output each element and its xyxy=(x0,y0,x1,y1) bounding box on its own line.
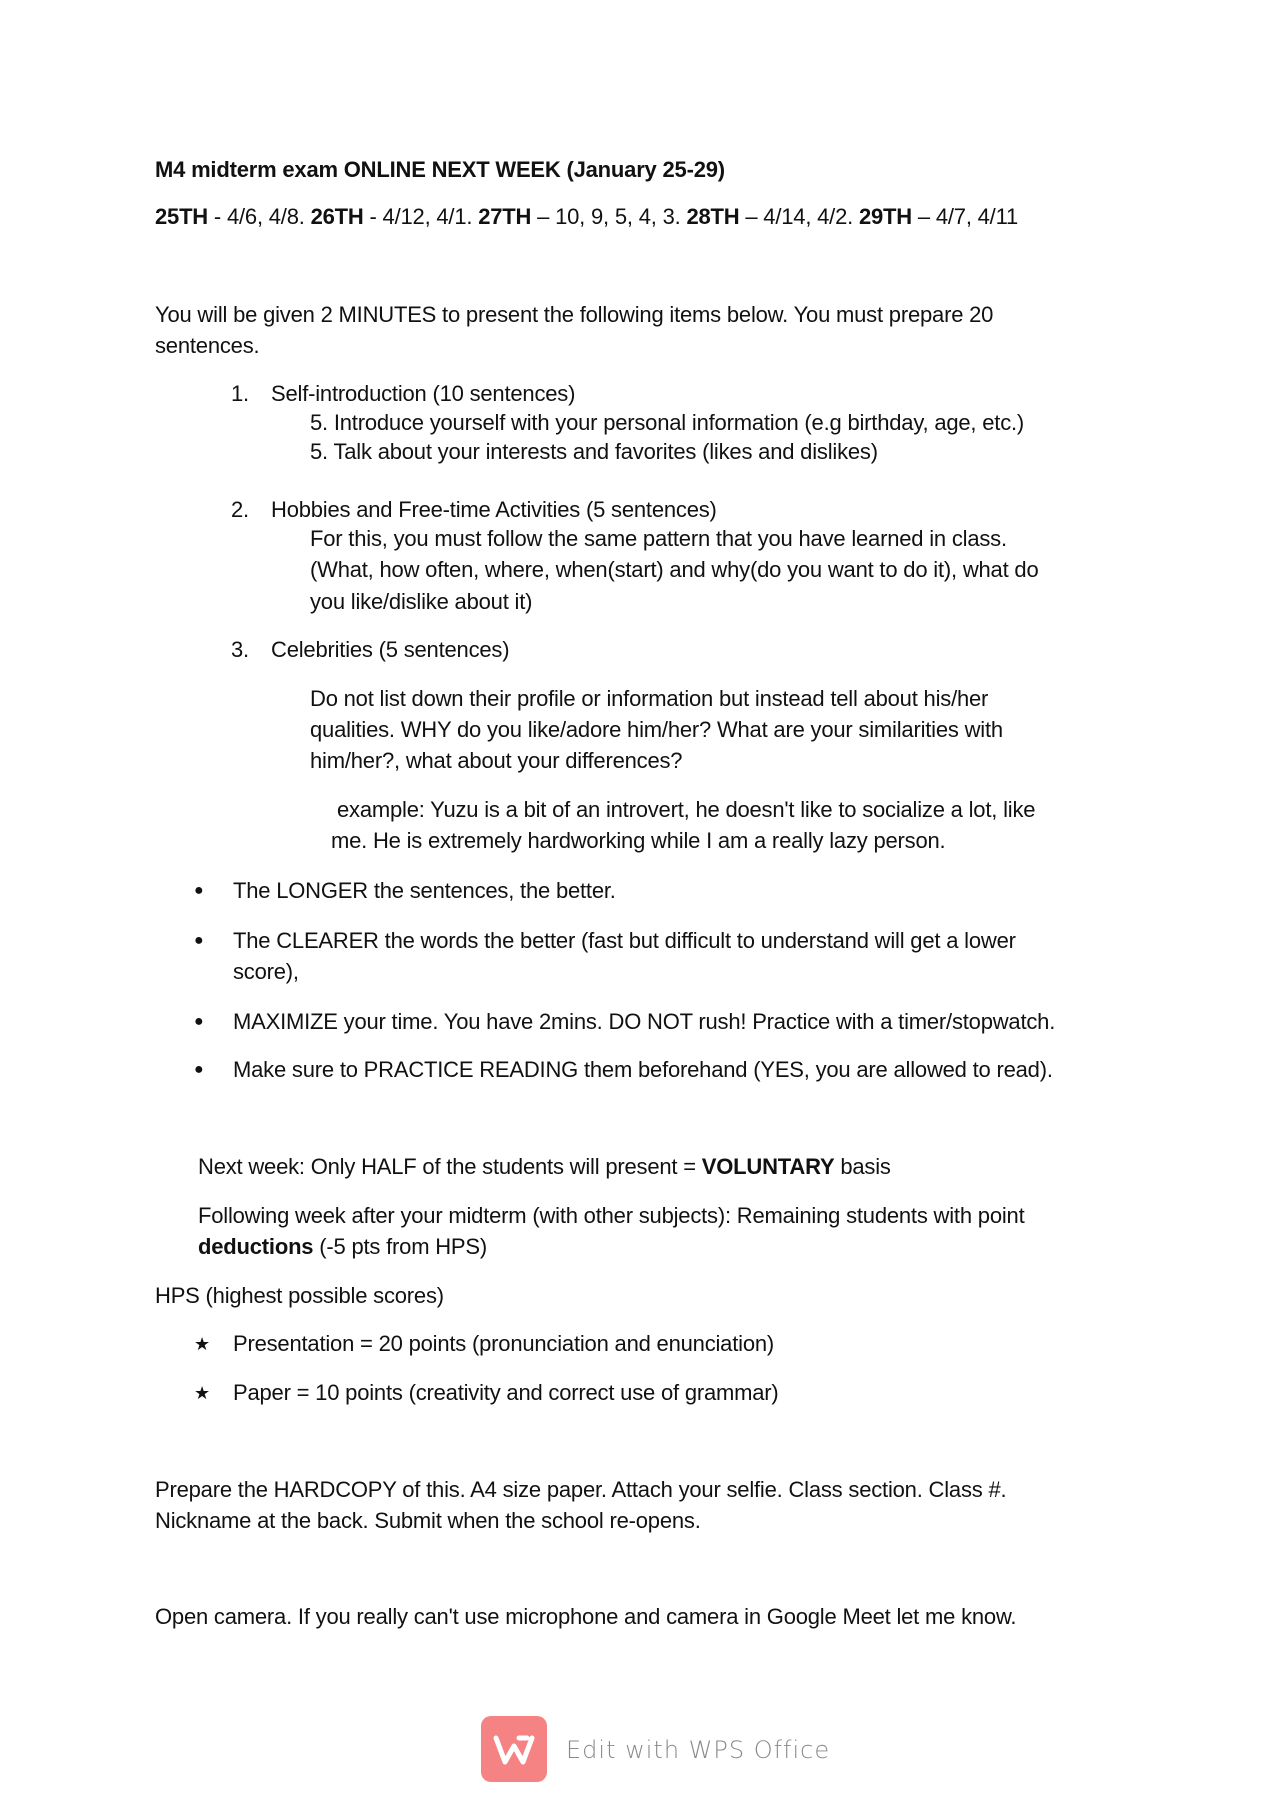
schedule-day: 29TH xyxy=(858,204,912,229)
wps-logo-icon[interactable] xyxy=(481,1716,547,1782)
star-icon: ★ xyxy=(194,1383,210,1403)
item-detail: For this, you must follow the same pattern that you have learned in class. xyxy=(310,526,1007,551)
item-number: 2. xyxy=(231,497,249,522)
hps-item: Paper = 10 points (creativity and correct use of grammar) xyxy=(233,1380,779,1405)
schedule-rest: - 4/12, 4/1. xyxy=(369,204,473,229)
schedule-day: 26TH xyxy=(310,204,364,229)
item-detail: you like/dislike about it) xyxy=(310,589,533,614)
bullet-icon: ● xyxy=(194,1013,204,1030)
schedule-rest: – 10, 9, 5, 4, 3. xyxy=(537,204,681,229)
next-week-pre: Next week: Only HALF of the students will present = xyxy=(198,1154,702,1179)
tip-text: Make sure to PRACTICE READING them beforehand (YES, you are allowed to read). xyxy=(233,1057,1053,1082)
bullet-icon: ● xyxy=(194,1061,204,1078)
prepare-text: Nickname at the back. Submit when the school re-opens. xyxy=(155,1508,701,1533)
next-week-text xyxy=(198,1154,891,1180)
item-detail: 5. Talk about your interests and favorites (likes and dislikes) xyxy=(310,439,878,464)
following-week-text-2 xyxy=(198,1234,487,1260)
camera-text: Open camera. If you really can't use microphone and camera in Google Meet let me know. xyxy=(155,1604,1017,1629)
schedule-day: 28TH xyxy=(686,204,740,229)
item-detail: Do not list down their profile or information but instead tell about his/her xyxy=(310,686,989,711)
document-title: M4 midterm exam ONLINE NEXT WEEK (January 25-29) xyxy=(155,157,725,182)
schedule-rest: – 4/14, 4/2. xyxy=(745,204,854,229)
tip-text: MAXIMIZE your time. You have 2mins. DO NOT rush! Practice with a timer/stopwatch. xyxy=(233,1009,1056,1034)
schedule-rest: - 4/6, 4/8. xyxy=(213,204,305,229)
bullet-icon: ● xyxy=(194,932,204,949)
schedule-day: 27TH xyxy=(478,204,532,229)
star-icon: ★ xyxy=(194,1334,210,1354)
schedule-rest: – 4/7, 4/11 xyxy=(917,204,1019,229)
item-label: Celebrities (5 sentences) xyxy=(271,637,510,662)
wps-watermark-text[interactable]: Edit with WPS Office xyxy=(566,1736,831,1764)
tip-text: The LONGER the sentences, the better. xyxy=(233,878,616,903)
item-number: 3. xyxy=(231,637,249,662)
item-detail: (What, how often, where, when(start) and why(do you want to do it), what do xyxy=(310,557,1039,582)
tip-text: The CLEARER the words the better (fast but difficult to understand will get a lower xyxy=(233,928,1016,953)
item-number: 1. xyxy=(231,381,249,406)
prepare-text: Prepare the HARDCOPY of this. A4 size paper. Attach your selfie. Class section. Class #. xyxy=(155,1477,1007,1502)
item-detail: qualities. WHY do you like/adore him/her? What are your similarities with xyxy=(310,717,1003,742)
voluntary-bold: VOLUNTARY xyxy=(701,1154,835,1179)
item-detail: him/her?, what about your differences? xyxy=(310,748,683,773)
intro-text: You will be given 2 MINUTES to present the following items below. You must prepare 20 xyxy=(155,302,994,327)
example-text: me. He is extremely hardworking while I am a really lazy person. xyxy=(331,828,946,853)
schedule-day: 25TH xyxy=(155,204,208,229)
deductions-post: (-5 pts from HPS) xyxy=(313,1234,487,1259)
hps-item: Presentation = 20 points (pronunciation and enunciation) xyxy=(233,1331,775,1356)
item-label: Self-introduction (10 sentences) xyxy=(271,381,576,406)
hps-heading: HPS (highest possible scores) xyxy=(155,1283,444,1308)
next-week-post: basis xyxy=(834,1154,891,1179)
example-text: example: Yuzu is a bit of an introvert, he doesn't like to socialize a lot, like xyxy=(337,797,1036,822)
bullet-icon: ● xyxy=(194,882,204,899)
item-label: Hobbies and Free-time Activities (5 sentences) xyxy=(271,497,717,522)
following-week-text: Following week after your midterm (with other subjects): Remaining students with point xyxy=(198,1203,1025,1228)
intro-text: sentences. xyxy=(155,333,260,358)
tip-text: score), xyxy=(233,959,299,984)
schedule-line xyxy=(155,204,1018,230)
item-detail: 5. Introduce yourself with your personal information (e.g birthday, age, etc.) xyxy=(310,410,1025,435)
deductions-bold: deductions xyxy=(198,1234,314,1259)
